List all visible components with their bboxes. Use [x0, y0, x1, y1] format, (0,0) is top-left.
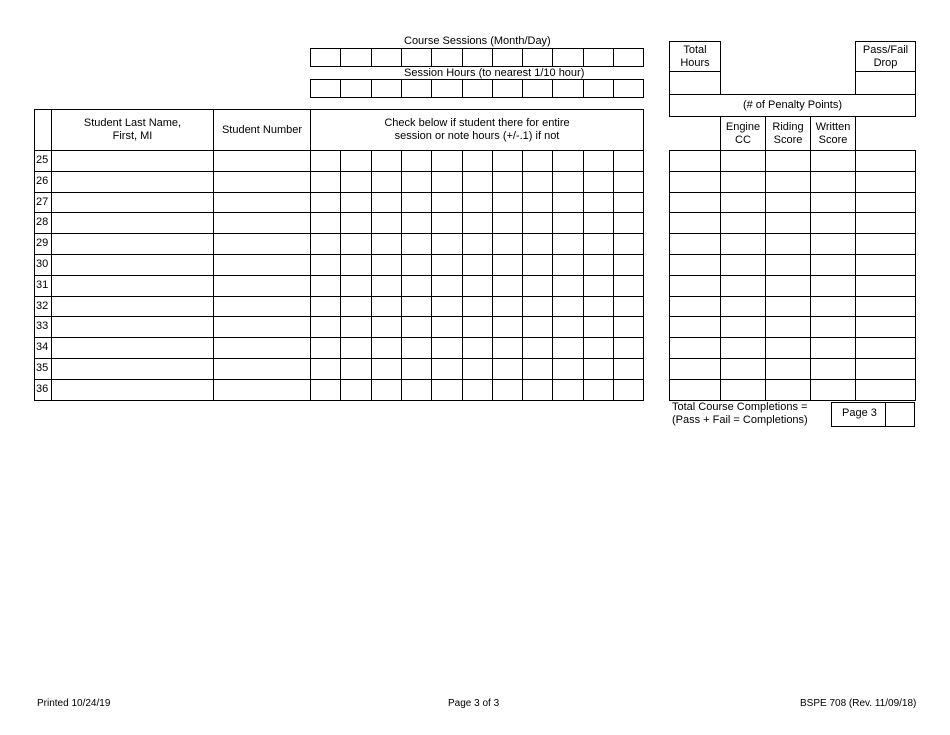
- written-score-cell[interactable]: [810, 275, 856, 297]
- attendance-cell[interactable]: [310, 379, 341, 401]
- attendance-cell[interactable]: [431, 254, 463, 276]
- attendance-cell[interactable]: [371, 233, 402, 255]
- attendance-cell[interactable]: [492, 192, 523, 213]
- riding-score-cell[interactable]: [765, 337, 811, 359]
- pass-fail-header: [855, 41, 916, 72]
- session-hours-cell[interactable]: [522, 79, 553, 98]
- attendance-cell[interactable]: [310, 275, 341, 297]
- attendance-cell[interactable]: [613, 316, 644, 338]
- attendance-cell[interactable]: [340, 296, 372, 317]
- attendance-cell[interactable]: [340, 316, 372, 338]
- attendance-cell[interactable]: [371, 316, 402, 338]
- engine-cc-cell[interactable]: [720, 296, 766, 317]
- attendance-cell[interactable]: [613, 212, 644, 234]
- attendance-cell[interactable]: [583, 316, 614, 338]
- student-name-field[interactable]: [51, 337, 214, 359]
- attendance-cell[interactable]: [340, 275, 372, 297]
- session-hours-cell[interactable]: [401, 79, 432, 98]
- row-number: 34: [36, 341, 49, 353]
- attendance-cell[interactable]: [310, 233, 341, 255]
- student-number-header: Student Number: [213, 109, 311, 151]
- student-name-header-line2: First, MI: [112, 130, 153, 142]
- row-number: 30: [36, 258, 49, 270]
- completions-count-field[interactable]: [885, 402, 915, 427]
- attendance-cell[interactable]: [613, 337, 644, 359]
- attendance-cell[interactable]: [371, 171, 402, 193]
- pass-fail-cell[interactable]: [855, 254, 916, 276]
- attendance-cell[interactable]: [613, 358, 644, 380]
- student-name-field[interactable]: [51, 171, 214, 193]
- attendance-cell[interactable]: [401, 254, 432, 276]
- completions-line2: (Pass + Fail = Completions): [672, 414, 808, 426]
- pass-fail-cell[interactable]: [855, 212, 916, 234]
- pass-fail-cell[interactable]: [855, 171, 916, 193]
- attendance-cell[interactable]: [371, 275, 402, 297]
- attendance-cell[interactable]: [613, 171, 644, 193]
- row-number: 32: [36, 300, 49, 312]
- attendance-cell[interactable]: [522, 316, 553, 338]
- student-name-field[interactable]: [51, 192, 214, 213]
- attendance-cell[interactable]: [431, 275, 463, 297]
- attendance-cell[interactable]: [371, 150, 402, 172]
- session-hours-cell[interactable]: [492, 79, 523, 98]
- attendance-cell[interactable]: [310, 337, 341, 359]
- student-name-field[interactable]: [51, 296, 214, 317]
- session-hours-cell[interactable]: [340, 79, 372, 98]
- attendance-header: [310, 109, 644, 151]
- session-date-cell[interactable]: [310, 48, 341, 67]
- row-number: 33: [36, 320, 49, 332]
- attendance-cell[interactable]: [492, 358, 523, 380]
- attendance-cell[interactable]: [552, 192, 584, 213]
- student-name-field[interactable]: [51, 212, 214, 234]
- pass-fail-cell[interactable]: [855, 358, 916, 380]
- engine-cc-cell[interactable]: [720, 192, 766, 213]
- attendance-cell[interactable]: [462, 379, 493, 401]
- written-score-cell[interactable]: [810, 296, 856, 317]
- pass-fail-cell[interactable]: [855, 296, 916, 317]
- engine-line2: CC: [735, 133, 751, 146]
- student-number-field[interactable]: [213, 296, 311, 317]
- attendance-cell[interactable]: [522, 192, 553, 213]
- attendance-cell[interactable]: [552, 379, 584, 401]
- student-number-field[interactable]: [213, 358, 311, 380]
- attendance-header-line1: Check below if student there for entire: [384, 117, 570, 129]
- attendance-cell[interactable]: [401, 316, 432, 338]
- attendance-cell[interactable]: [310, 212, 341, 234]
- attendance-cell[interactable]: [462, 254, 493, 276]
- penalty-points-header: (# of Penalty Points): [669, 94, 916, 117]
- written-line2: Score: [818, 133, 848, 146]
- attendance-cell[interactable]: [492, 171, 523, 193]
- total-hours-cell[interactable]: [669, 150, 721, 172]
- student-name-field[interactable]: [51, 379, 214, 401]
- engine-cc-cell[interactable]: [720, 254, 766, 276]
- attendance-cell[interactable]: [552, 358, 584, 380]
- total-hours-cell[interactable]: [669, 379, 721, 401]
- student-name-field[interactable]: [51, 316, 214, 338]
- attendance-cell[interactable]: [613, 379, 644, 401]
- attendance-cell[interactable]: [492, 212, 523, 234]
- written-score-cell[interactable]: [810, 212, 856, 234]
- attendance-cell[interactable]: [310, 171, 341, 193]
- riding-score-cell[interactable]: [765, 212, 811, 234]
- row-number: 35: [36, 362, 49, 374]
- attendance-cell[interactable]: [401, 296, 432, 317]
- attendance-cell[interactable]: [583, 296, 614, 317]
- attendance-cell[interactable]: [462, 233, 493, 255]
- student-number-field[interactable]: [213, 379, 311, 401]
- session-hours-cell[interactable]: [310, 79, 341, 98]
- attendance-cell[interactable]: [340, 171, 372, 193]
- attendance-cell[interactable]: [371, 358, 402, 380]
- session-hours-cell[interactable]: [552, 79, 584, 98]
- attendance-cell[interactable]: [462, 192, 493, 213]
- total-hours-line1: Total: [683, 43, 707, 56]
- pass-fail-cell[interactable]: [855, 379, 916, 401]
- attendance-cell[interactable]: [462, 296, 493, 317]
- student-name-field[interactable]: [51, 150, 214, 172]
- total-hours-cell[interactable]: [669, 233, 721, 255]
- riding-score-header: [765, 116, 811, 151]
- row-number-cell: [34, 379, 52, 401]
- attendance-cell[interactable]: [462, 337, 493, 359]
- attendance-cell[interactable]: [552, 275, 584, 297]
- attendance-cell[interactable]: [401, 233, 432, 255]
- attendance-cell[interactable]: [462, 275, 493, 297]
- pass-fail-cell[interactable]: [855, 150, 916, 172]
- row-number-cell: [34, 337, 52, 359]
- row-number: 26: [36, 175, 49, 187]
- session-date-cell[interactable]: [462, 48, 493, 67]
- attendance-cell[interactable]: [310, 150, 341, 172]
- attendance-cell[interactable]: [431, 171, 463, 193]
- attendance-cell[interactable]: [462, 171, 493, 193]
- session-date-cell[interactable]: [431, 48, 463, 67]
- attendance-cell[interactable]: [583, 233, 614, 255]
- pass-fail-cell[interactable]: [855, 337, 916, 359]
- attendance-cell[interactable]: [371, 212, 402, 234]
- attendance-cell[interactable]: [340, 233, 372, 255]
- attendance-cell[interactable]: [310, 192, 341, 213]
- total-hours-header: [669, 41, 721, 72]
- attendance-cell[interactable]: [431, 233, 463, 255]
- attendance-cell[interactable]: [552, 316, 584, 338]
- written-score-cell[interactable]: [810, 171, 856, 193]
- row-number-cell: [34, 275, 52, 297]
- attendance-cell[interactable]: [522, 254, 553, 276]
- total-hours-cell[interactable]: [669, 296, 721, 317]
- student-name-field[interactable]: [51, 358, 214, 380]
- student-name-header: [51, 109, 214, 151]
- attendance-cell[interactable]: [371, 379, 402, 401]
- attendance-cell[interactable]: [492, 233, 523, 255]
- attendance-cell[interactable]: [613, 192, 644, 213]
- student-name-header-line1: Student Last Name,: [83, 117, 182, 129]
- attendance-cell[interactable]: [583, 171, 614, 193]
- attendance-cell[interactable]: [583, 192, 614, 213]
- engine-cc-cell[interactable]: [720, 275, 766, 297]
- attendance-cell[interactable]: [583, 254, 614, 276]
- student-number-field[interactable]: [213, 233, 311, 255]
- written-score-header: [810, 116, 856, 151]
- attendance-cell[interactable]: [340, 358, 372, 380]
- session-date-cell[interactable]: [613, 48, 644, 67]
- attendance-cell[interactable]: [583, 150, 614, 172]
- engine-cc-cell[interactable]: [720, 337, 766, 359]
- attendance-cell[interactable]: [310, 254, 341, 276]
- attendance-cell[interactable]: [431, 379, 463, 401]
- attendance-cell[interactable]: [552, 171, 584, 193]
- attendance-cell[interactable]: [401, 358, 432, 380]
- course-sessions-label: Course Sessions (Month/Day): [404, 35, 551, 47]
- riding-score-cell[interactable]: [765, 254, 811, 276]
- student-number-field[interactable]: [213, 254, 311, 276]
- riding-line2: Score: [773, 133, 803, 146]
- pass-fail-cell[interactable]: [855, 192, 916, 213]
- printed-date: Printed 10/24/19: [37, 698, 111, 709]
- session-date-cell[interactable]: [371, 48, 402, 67]
- engine-cc-header: [720, 116, 766, 151]
- riding-score-cell[interactable]: [765, 192, 811, 213]
- attendance-cell[interactable]: [340, 337, 372, 359]
- student-name-field[interactable]: [51, 233, 214, 255]
- student-number-field[interactable]: [213, 337, 311, 359]
- total-hours-field[interactable]: [669, 71, 721, 95]
- attendance-cell[interactable]: [613, 233, 644, 255]
- engine-cc-cell[interactable]: [720, 379, 766, 401]
- attendance-cell[interactable]: [371, 337, 402, 359]
- attendance-cell[interactable]: [492, 254, 523, 276]
- attendance-cell[interactable]: [431, 212, 463, 234]
- attendance-cell[interactable]: [401, 212, 432, 234]
- session-hours-label: Session Hours (to nearest 1/10 hour): [404, 67, 585, 79]
- session-date-cell[interactable]: [522, 48, 553, 67]
- engine-cc-cell[interactable]: [720, 212, 766, 234]
- student-number-field[interactable]: [213, 150, 311, 172]
- pass-fail-cell[interactable]: [855, 233, 916, 255]
- row-number-cell: [34, 171, 52, 193]
- attendance-cell[interactable]: [522, 171, 553, 193]
- engine-cc-cell[interactable]: [720, 233, 766, 255]
- attendance-cell[interactable]: [310, 296, 341, 317]
- attendance-cell[interactable]: [401, 379, 432, 401]
- pass-fail-line2: Drop: [873, 56, 898, 69]
- row-number: 28: [36, 216, 49, 228]
- attendance-cell[interactable]: [522, 337, 553, 359]
- attendance-cell[interactable]: [462, 212, 493, 234]
- session-hours-cell[interactable]: [583, 79, 614, 98]
- riding-score-cell[interactable]: [765, 171, 811, 193]
- attendance-cell[interactable]: [492, 316, 523, 338]
- page-box: [831, 402, 886, 427]
- attendance-cell[interactable]: [552, 212, 584, 234]
- row-number-cell: [34, 150, 52, 172]
- engine-cc-cell[interactable]: [720, 150, 766, 172]
- row-number-cell: [34, 254, 52, 276]
- written-score-cell[interactable]: [810, 233, 856, 255]
- student-number-field[interactable]: [213, 275, 311, 297]
- riding-score-cell[interactable]: [765, 379, 811, 401]
- attendance-cell[interactable]: [522, 379, 553, 401]
- attendance-cell[interactable]: [371, 296, 402, 317]
- total-hours-cell[interactable]: [669, 212, 721, 234]
- written-score-cell[interactable]: [810, 379, 856, 401]
- written-score-cell[interactable]: [810, 337, 856, 359]
- page-of: Page 3 of 3: [448, 698, 500, 709]
- attendance-cell[interactable]: [340, 192, 372, 213]
- session-date-cell[interactable]: [552, 48, 584, 67]
- session-hours-cell[interactable]: [613, 79, 644, 98]
- written-score-cell[interactable]: [810, 358, 856, 380]
- attendance-cell[interactable]: [583, 337, 614, 359]
- attendance-cell[interactable]: [552, 254, 584, 276]
- riding-score-cell[interactable]: [765, 233, 811, 255]
- session-hours-cell[interactable]: [431, 79, 463, 98]
- session-date-cell[interactable]: [401, 48, 432, 67]
- total-hours-cell[interactable]: [669, 275, 721, 297]
- completions-line1: Total Course Completions =: [672, 401, 808, 413]
- attendance-cell[interactable]: [431, 150, 463, 172]
- attendance-cell[interactable]: [340, 150, 372, 172]
- riding-score-cell[interactable]: [765, 316, 811, 338]
- attendance-cell[interactable]: [340, 254, 372, 276]
- attendance-cell[interactable]: [371, 254, 402, 276]
- pass-fail-field[interactable]: [855, 71, 916, 95]
- session-hours-cell[interactable]: [371, 79, 402, 98]
- engine-cc-cell[interactable]: [720, 171, 766, 193]
- pass-fail-line1: Pass/Fail: [862, 43, 909, 56]
- attendance-cell[interactable]: [431, 192, 463, 213]
- riding-score-cell[interactable]: [765, 150, 811, 172]
- attendance-cell[interactable]: [613, 150, 644, 172]
- attendance-header-line2: session or note hours (+/-.1) if not: [394, 130, 560, 142]
- total-hours-cell[interactable]: [669, 358, 721, 380]
- row-number-cell: [34, 212, 52, 234]
- session-date-cell[interactable]: [492, 48, 523, 67]
- riding-score-cell[interactable]: [765, 275, 811, 297]
- attendance-cell[interactable]: [340, 379, 372, 401]
- attendance-cell[interactable]: [492, 337, 523, 359]
- attendance-cell[interactable]: [552, 296, 584, 317]
- written-score-cell[interactable]: [810, 254, 856, 276]
- total-hours-cell[interactable]: [669, 316, 721, 338]
- attendance-cell[interactable]: [613, 275, 644, 297]
- attendance-cell[interactable]: [492, 150, 523, 172]
- attendance-cell[interactable]: [552, 150, 584, 172]
- row-number-cell: [34, 192, 52, 213]
- total-hours-cell[interactable]: [669, 192, 721, 213]
- attendance-cell[interactable]: [401, 275, 432, 297]
- attendance-cell[interactable]: [431, 316, 463, 338]
- attendance-cell[interactable]: [522, 358, 553, 380]
- pass-fail-cell[interactable]: [855, 275, 916, 297]
- written-score-cell[interactable]: [810, 316, 856, 338]
- engine-cc-cell[interactable]: [720, 358, 766, 380]
- row-number: 36: [36, 383, 49, 395]
- row-number-cell: [34, 358, 52, 380]
- form-id: BSPE 708 (Rev. 11/09/18): [800, 698, 917, 709]
- row-number: 29: [36, 237, 49, 249]
- session-hours-cell[interactable]: [462, 79, 493, 98]
- engine-cc-cell[interactable]: [720, 316, 766, 338]
- attendance-cell[interactable]: [401, 337, 432, 359]
- attendance-cell[interactable]: [613, 296, 644, 317]
- attendance-cell[interactable]: [431, 358, 463, 380]
- attendance-cell[interactable]: [462, 316, 493, 338]
- attendance-cell[interactable]: [462, 358, 493, 380]
- attendance-cell[interactable]: [522, 296, 553, 317]
- student-name-field[interactable]: [51, 275, 214, 297]
- attendance-cell[interactable]: [401, 171, 432, 193]
- written-score-cell[interactable]: [810, 150, 856, 172]
- attendance-cell[interactable]: [583, 379, 614, 401]
- row-number-cell: [34, 296, 52, 317]
- total-hours-cell[interactable]: [669, 171, 721, 193]
- attendance-cell[interactable]: [401, 192, 432, 213]
- attendance-cell[interactable]: [310, 358, 341, 380]
- total-hours-cell[interactable]: [669, 254, 721, 276]
- row-number-header: [34, 109, 52, 151]
- row-number: 27: [36, 196, 49, 208]
- session-date-cell[interactable]: [583, 48, 614, 67]
- attendance-cell[interactable]: [462, 150, 493, 172]
- row-number: 25: [36, 154, 49, 166]
- attendance-cell[interactable]: [492, 379, 523, 401]
- attendance-cell[interactable]: [613, 254, 644, 276]
- attendance-cell[interactable]: [552, 337, 584, 359]
- student-number-field[interactable]: [213, 316, 311, 338]
- riding-score-cell[interactable]: [765, 296, 811, 317]
- student-number-field[interactable]: [213, 212, 311, 234]
- written-line1: Written: [815, 120, 851, 133]
- attendance-cell[interactable]: [583, 275, 614, 297]
- student-name-field[interactable]: [51, 254, 214, 276]
- page-box-label: Page 3: [842, 407, 877, 419]
- attendance-cell[interactable]: [371, 192, 402, 213]
- session-date-cell[interactable]: [340, 48, 372, 67]
- student-number-field[interactable]: [213, 171, 311, 193]
- student-number-field[interactable]: [213, 192, 311, 213]
- attendance-cell[interactable]: [340, 212, 372, 234]
- pass-fail-cell[interactable]: [855, 316, 916, 338]
- row-number-cell: [34, 316, 52, 338]
- attendance-cell[interactable]: [522, 212, 553, 234]
- attendance-cell[interactable]: [583, 212, 614, 234]
- attendance-cell[interactable]: [492, 296, 523, 317]
- attendance-cell[interactable]: [492, 275, 523, 297]
- total-hours-cell[interactable]: [669, 337, 721, 359]
- attendance-cell[interactable]: [583, 358, 614, 380]
- engine-line1: Engine: [725, 120, 761, 133]
- attendance-cell[interactable]: [431, 337, 463, 359]
- row-number-cell: [34, 233, 52, 255]
- written-score-cell[interactable]: [810, 192, 856, 213]
- row-number: 31: [36, 279, 49, 291]
- attendance-cell[interactable]: [310, 316, 341, 338]
- attendance-cell[interactable]: [552, 233, 584, 255]
- riding-score-cell[interactable]: [765, 358, 811, 380]
- attendance-cell[interactable]: [522, 150, 553, 172]
- attendance-cell[interactable]: [401, 150, 432, 172]
- total-hours-line2: Hours: [680, 56, 710, 69]
- attendance-cell[interactable]: [522, 233, 553, 255]
- riding-line1: Riding: [772, 120, 804, 133]
- attendance-cell[interactable]: [431, 296, 463, 317]
- attendance-cell[interactable]: [522, 275, 553, 297]
